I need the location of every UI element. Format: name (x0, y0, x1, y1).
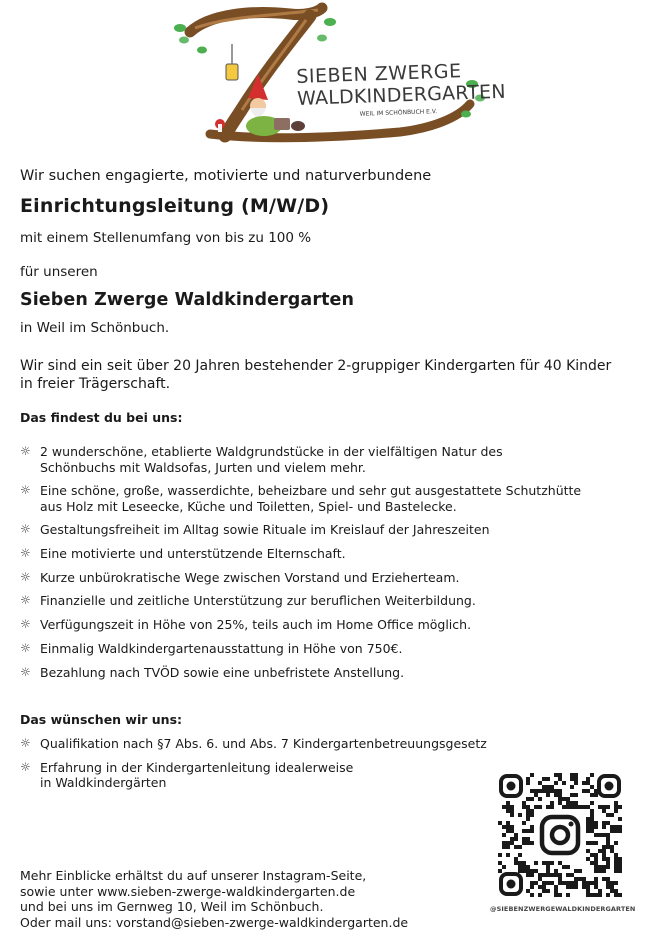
qr-caption: @SIEBENZWERGEWALDKINDERGARTEN (490, 905, 636, 913)
list-item-line: 2 wunderschöne, etablierte Waldgrundstücke in der vielfältigen Natur des (40, 444, 503, 459)
job-scope: mit einem Stellenumfang von bis zu 100 % (20, 230, 312, 246)
wish-list (20, 736, 487, 799)
list-item (20, 665, 581, 681)
sun-bullet-icon: ☼ (20, 759, 31, 774)
sun-bullet-icon: ☼ (20, 546, 31, 561)
list-item-line: Erfahrung in der Kindergartenleitung idealerweise (40, 759, 354, 775)
list-item-line: Bezahlung nach TVÖD sowie eine unbefristete Anstellung. (40, 664, 405, 680)
logo-line-3: WEIL IM SCHÖNBUCH E.V. (359, 108, 438, 118)
list-item-line: Eine schöne, große, wasserdichte, beheizbare und sehr gut ausgestattete Schutzhütte (40, 483, 582, 499)
logo-line-1: SIEBEN ZWERGE (296, 60, 462, 88)
org-logo (170, 2, 507, 147)
footer-line: sowie unter www.sieben-zwerge-waldkindergarten.de (20, 883, 356, 899)
list-item (20, 593, 581, 609)
qr-code-icon (498, 773, 622, 897)
sun-bullet-icon: ☼ (20, 569, 31, 584)
job-title: Einrichtungsleitung (M/W/D) (20, 195, 330, 217)
list-item-line: Verfügungszeit in Höhe von 25%, teils auch im Home Office möglich. (40, 617, 472, 633)
footer-line: Oder mail uns: vorstand@sieben-zwerge-waldkindergarten.de (20, 914, 409, 930)
for-ours-text: für unseren (20, 264, 98, 280)
sun-bullet-icon: ☼ (20, 664, 31, 679)
offer-heading: Das findest du bei uns: (20, 410, 183, 425)
list-item-line: Eine motivierte und unterstützende Elternschaft. (40, 546, 346, 562)
list-item (20, 546, 581, 562)
footer-line: Mehr Einblicke erhältst du auf unserer Instagram-Seite, (20, 868, 367, 883)
list-item-line: in Waldkindergärten (40, 775, 167, 791)
sun-bullet-icon: ☼ (20, 736, 31, 750)
list-item (20, 522, 581, 538)
logo-line-2: WALDKINDERGARTEN (296, 80, 507, 110)
wish-heading: Das wünschen wir uns: (20, 712, 183, 727)
sun-bullet-icon: ☼ (20, 640, 31, 655)
list-item-line: Finanzielle und zeitliche Unterstützung zur beruflichen Weiterbildung. (40, 593, 476, 609)
sun-bullet-icon: ☼ (20, 617, 31, 632)
intro-text: Wir suchen engagierte, motivierte und naturverbundene (20, 168, 432, 184)
list-item-line: aus Holz mit Leseecke, Küche und Toiletten, Spiel- und Bastelecke. (40, 498, 457, 514)
org-name: Sieben Zwerge Waldkindergarten (20, 290, 355, 310)
list-item (20, 483, 581, 514)
logo-wordmark (296, 59, 507, 121)
list-item-line: Schönbuchs mit Waldsofas, Jurten und vielem mehr. (40, 459, 366, 475)
sun-bullet-icon: ☼ (20, 522, 31, 537)
list-item (20, 760, 487, 791)
org-location: in Weil im Schönbuch. (20, 320, 170, 336)
instagram-qr-code[interactable] (498, 773, 622, 897)
list-item (20, 736, 487, 752)
offer-list (20, 444, 581, 688)
about-text: Wir sind ein seit über 20 Jahren bestehender 2-gruppiger Kindergarten für 40 Kinder in freier Trägerschaft. (20, 358, 612, 392)
list-item-line: Kurze unbürokratische Wege zwischen Vorstand und Erzieherteam. (40, 569, 460, 585)
list-item (20, 617, 581, 633)
footer-line: und bei uns im Gernweg 10, Weil im Schönbuch. (20, 899, 324, 914)
sun-bullet-icon: ☼ (20, 483, 31, 498)
list-item-line: Gestaltungsfreiheit im Alltag sowie Rituale im Kreislauf der Jahreszeiten (40, 522, 490, 538)
list-item-line: Einmalig Waldkindergartenausstattung in Höhe von 750€. (40, 640, 403, 656)
sun-bullet-icon: ☼ (20, 444, 31, 458)
list-item (20, 641, 581, 657)
footer-contact (20, 868, 408, 930)
list-item-line: Qualifikation nach §7 Abs. 6. und Abs. 7 Kindergartenbetreuungsgesetz (40, 736, 487, 751)
list-item (20, 444, 581, 475)
sun-bullet-icon: ☼ (20, 593, 31, 608)
list-item (20, 570, 581, 586)
